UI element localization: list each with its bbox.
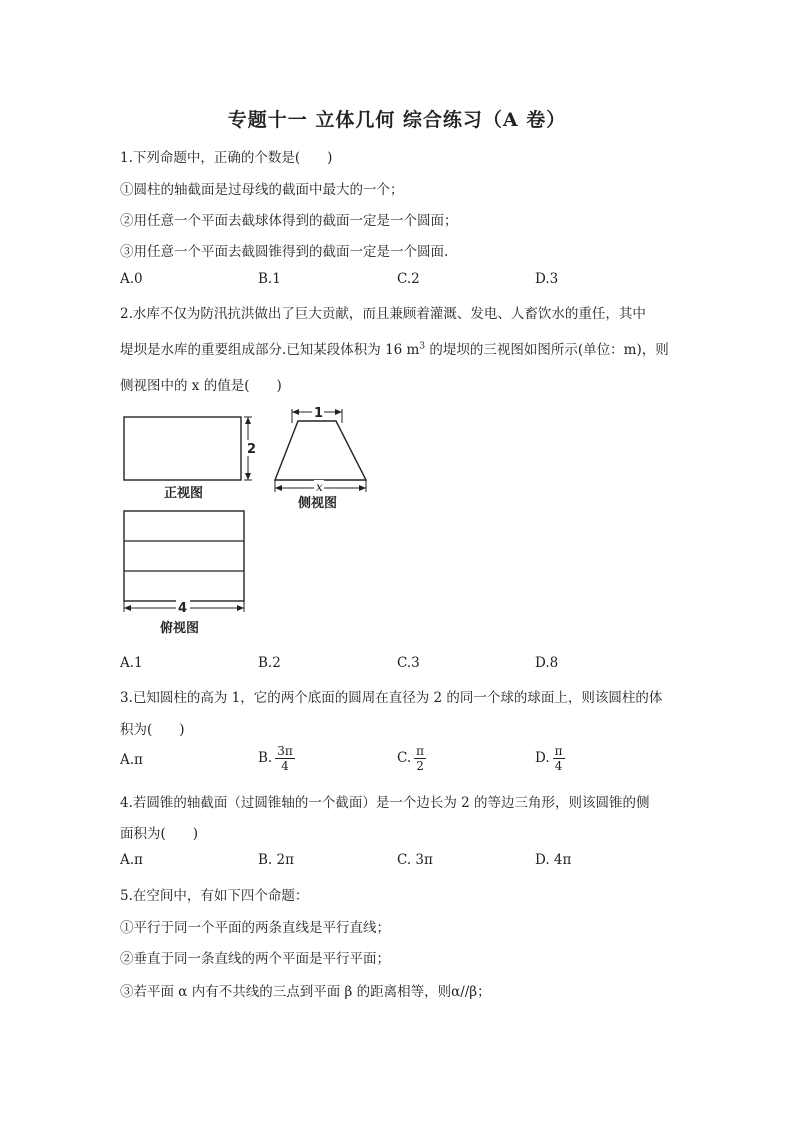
q2-option-d: D.8 xyxy=(535,655,559,671)
front-view-rect xyxy=(124,417,241,480)
q3-line-2: 积为( ) xyxy=(120,722,185,738)
q1-option-d: D.3 xyxy=(535,271,559,287)
top-view-rect xyxy=(124,511,244,601)
q1-statement-3: ③用任意一个平面去截圆锥得到的截面一定是一个圆面. xyxy=(120,244,449,260)
q3-option-a: A.π xyxy=(120,752,143,768)
q4-option-d: D. 4π xyxy=(535,852,572,868)
front-view-label: 正视图 xyxy=(164,486,204,501)
side-bottom-label: x xyxy=(316,480,323,494)
side-top-label: 1 xyxy=(314,406,324,421)
q2-line-1: 2.水库不仅为防汛抗洪做出了巨大贡献，而且兼顾着灌溉、发电、人畜饮水的重任，其中 xyxy=(120,306,646,322)
page-title: 专题十一 立体几何 综合练习（A 卷） xyxy=(227,109,567,131)
three-view-figure xyxy=(118,404,378,644)
top-view-label: 俯视图 xyxy=(160,621,200,636)
q1-option-a: A.0 xyxy=(120,271,143,287)
q5-statement-2: ②垂直于同一条直线的两个平面是平行平面； xyxy=(120,951,390,967)
q5-statement-1: ①平行于同一个平面的两条直线是平行直线； xyxy=(120,920,390,936)
q5-stem: 5.在空间中，有如下四个命题： xyxy=(120,888,309,904)
q1-statement-1: ①圆柱的轴截面是过母线的截面中最大的一个； xyxy=(120,182,404,198)
q1-option-b: B.1 xyxy=(258,271,281,287)
q2-line-2: 堤坝是水库的重要组成部分.已知某段体积为 16 $m^3$ 的堤坝的三视图如图所示(单位：m)，则 xyxy=(120,341,669,358)
q2-option-b: B.2 xyxy=(258,655,281,671)
side-view-trapezoid xyxy=(275,421,366,480)
q2-option-a: A.1 xyxy=(120,655,143,671)
q4-line-1: 4.若圆锥的轴截面（过圆锥轴的一个截面）是一个边长为 2 的等边三角形，则该圆锥的侧 xyxy=(120,795,650,811)
q4-option-c: C. 3π xyxy=(397,852,433,868)
q2-line-3: 侧视图中的 x 的值是( ) xyxy=(120,378,282,394)
front-height-label: 2 xyxy=(247,442,257,457)
side-view-label: 侧视图 xyxy=(298,496,338,511)
q3-option-b: B. $\frac{3\pi}{4}$ xyxy=(258,744,293,773)
q3-option-c: C. $\frac{\pi}{2}$ xyxy=(397,744,425,773)
q1-option-c: C.2 xyxy=(397,271,420,287)
q3-line-1: 3.已知圆柱的高为 1，它的两个底面的圆周在直径为 2 的同一个球的球面上，则该圆柱的体 xyxy=(120,690,663,706)
q1-stem: 1.下列命题中，正确的个数是( ) xyxy=(120,150,333,166)
q4-option-a: A.π xyxy=(120,852,143,868)
q2-option-c: C.3 xyxy=(397,655,420,671)
q4-line-2: 面积为( ) xyxy=(120,826,199,842)
q1-statement-2: ②用任意一个平面去截球体得到的截面一定是一个圆面； xyxy=(120,213,458,229)
q5-statement-3: ③若平面 α 内有不共线的三点到平面 β 的距离相等，则α//β； xyxy=(120,984,491,1000)
top-width-label: 4 xyxy=(178,601,188,616)
q4-option-b: B. 2π xyxy=(258,852,294,868)
q3-option-d: D. $\frac{\pi}{4}$ xyxy=(535,744,563,773)
